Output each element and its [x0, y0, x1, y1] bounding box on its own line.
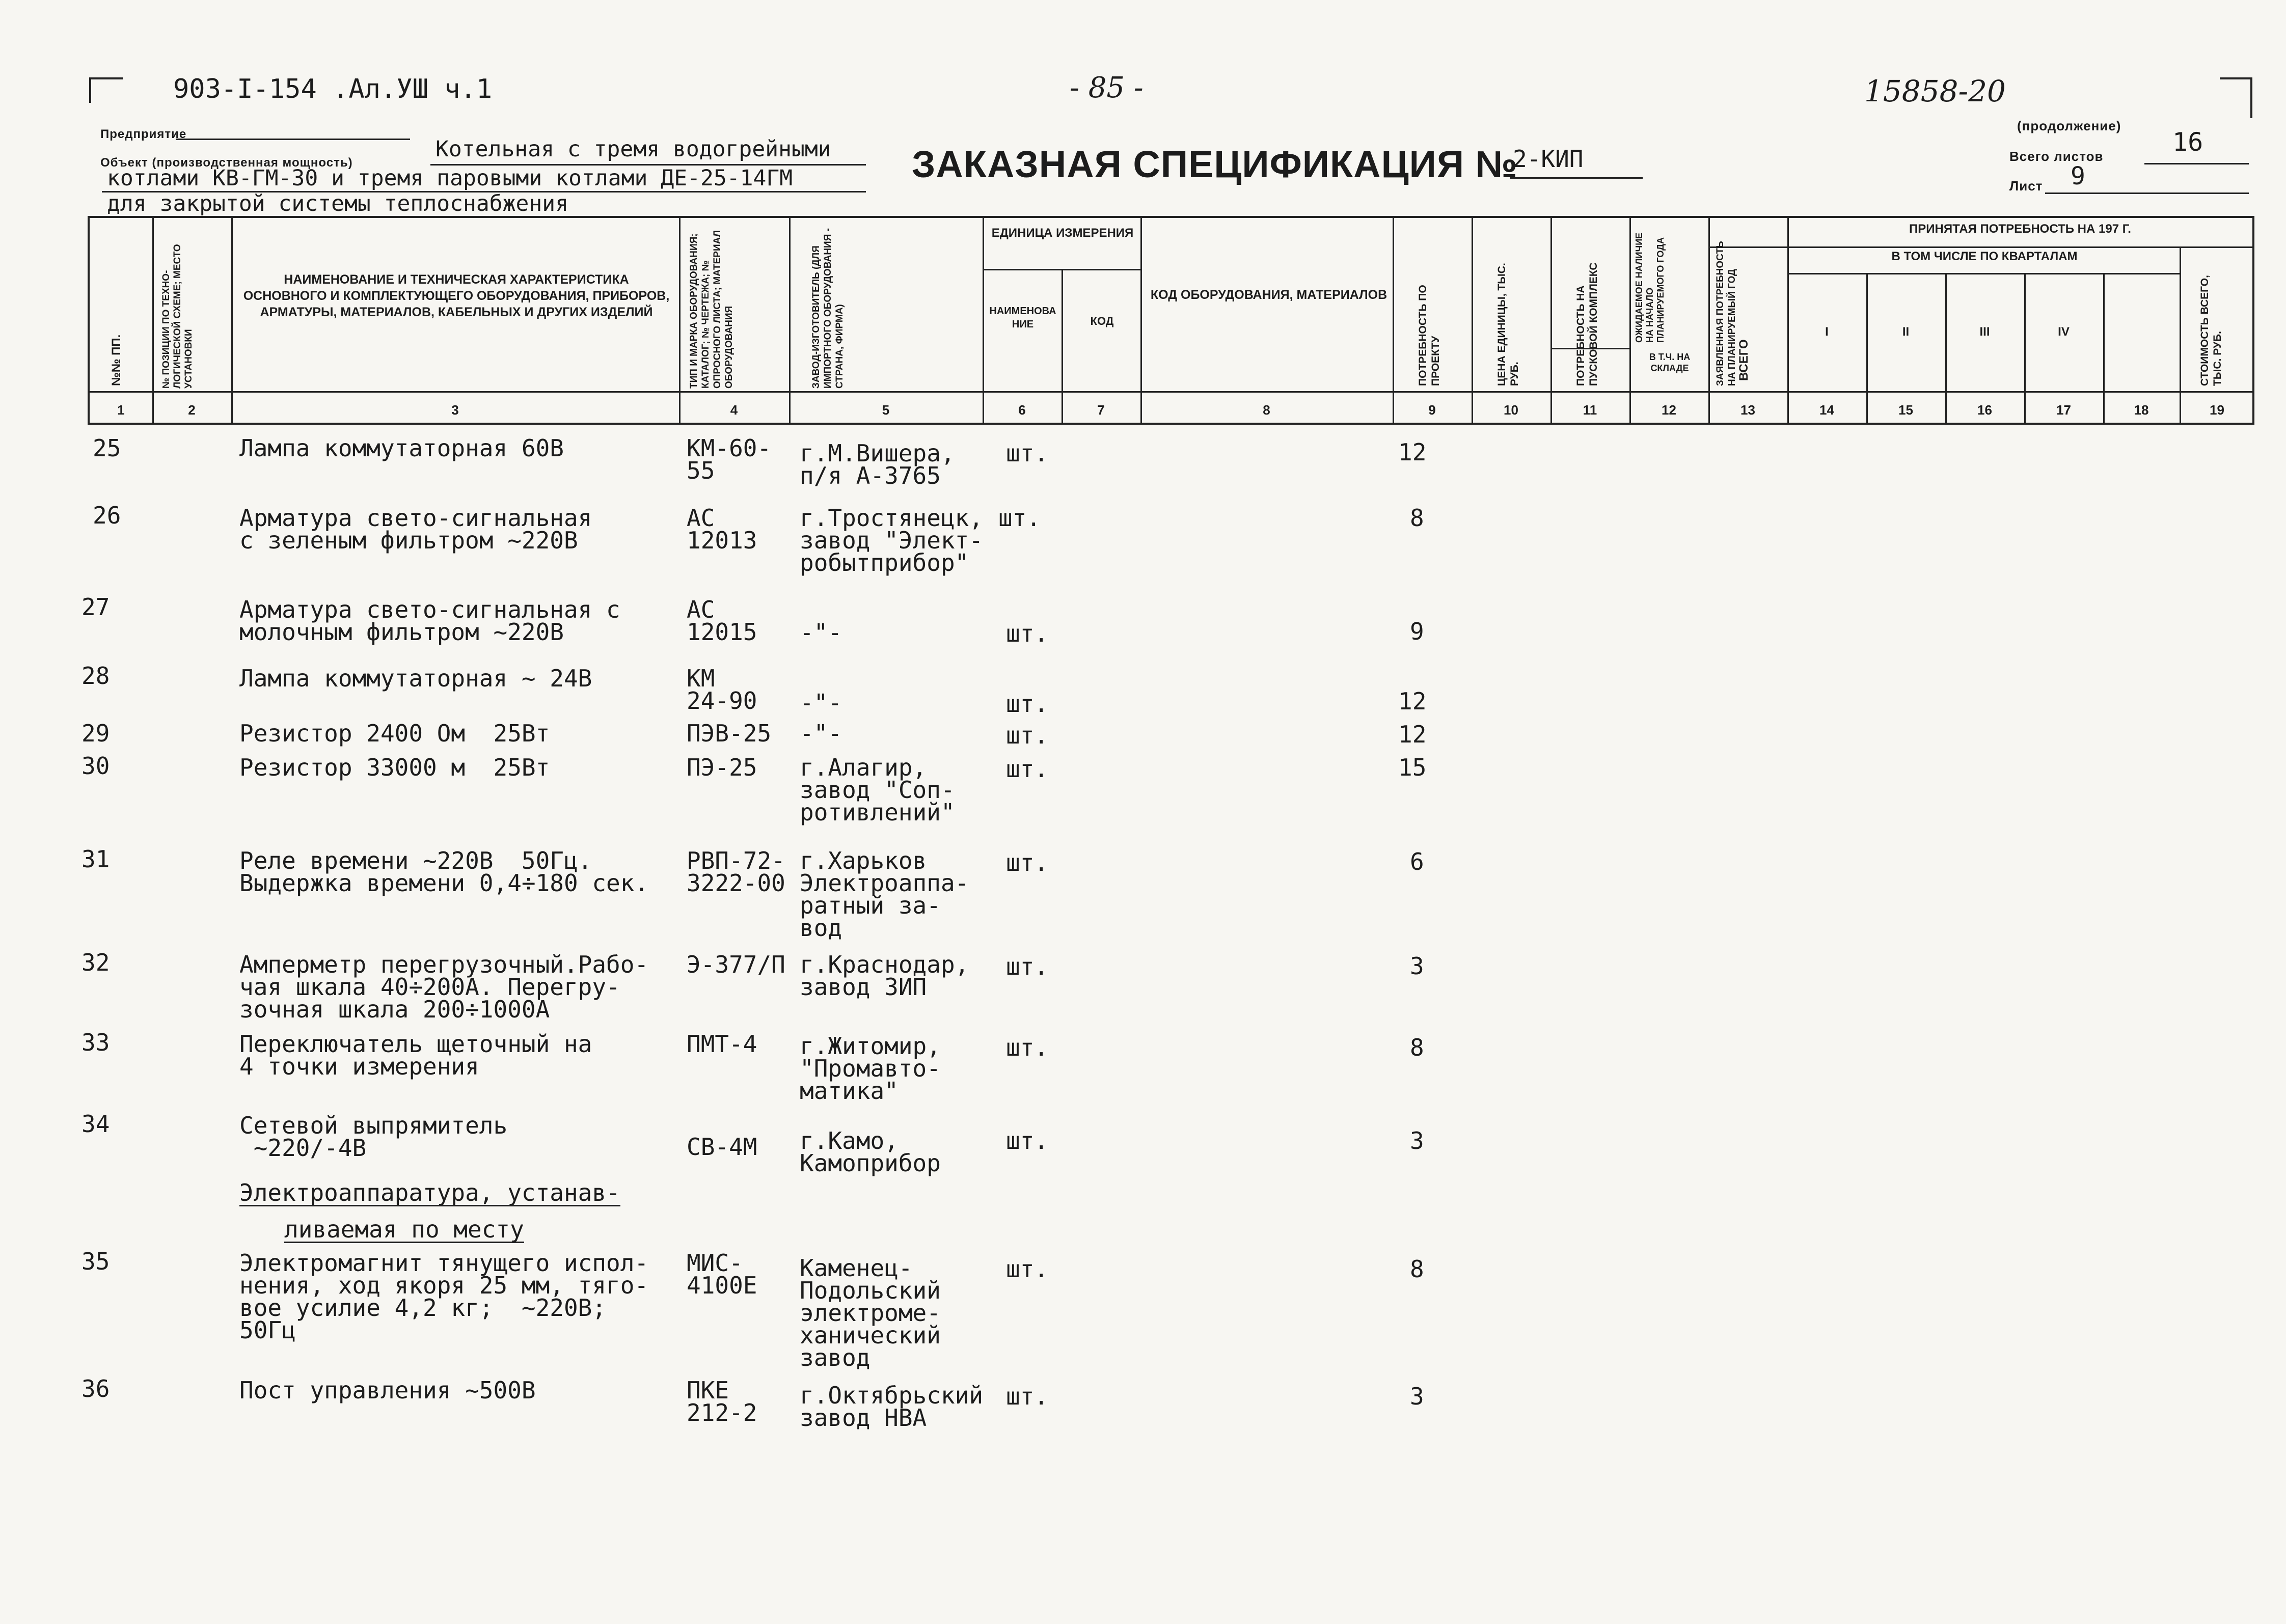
- row-33-unit: шт.: [1006, 1034, 1049, 1061]
- hdr-col9: ПОТРЕБНОСТЬ ПО ПРОЕКТУ: [1417, 285, 1441, 386]
- col-number: 16: [1977, 402, 1992, 418]
- row-27-name: Арматура свето-сигнальная с молочным фильтром ~220В: [239, 596, 620, 646]
- row-25-type: КМ-60- 55: [687, 434, 772, 484]
- row-30-unit: шт.: [1006, 755, 1049, 783]
- hdr-col3: НАИМЕНОВАНИЕ И ТЕХНИЧЕСКАЯ ХАРАКТЕРИСТИКА ОСНОВНОГО И КОМПЛЕКТУЮЩЕГО ОБОРУДОВАНИЯ, ПРИБОРОВ, АРМАТУРЫ, МАТЕРИАЛОВ, КАБЕЛЬНЫХ И ДРУГИХ ИЗДЕЛИЙ: [243, 272, 670, 319]
- row-29-unit: шт.: [1006, 722, 1049, 749]
- hdr-accepted-group: ПРИНЯТАЯ ПОТРЕБНОСТЬ НА 197 Г.: [1909, 222, 2131, 236]
- hdr-col7: КОД: [1090, 315, 1114, 327]
- hdr-col10: ЦЕНА ЕДИНИЦЫ, ТЫС. РУБ.: [1496, 263, 1520, 386]
- hdr-col16: II: [1902, 325, 1910, 339]
- spec-header-table: [88, 216, 2254, 425]
- hdr-col12: ОЖИДАЕМОЕ НАЛИЧИЕ НА НАЧАЛО ПЛАНИРУЕМОГО ГОДА: [1634, 232, 1666, 343]
- row-31-qty: 6: [1410, 848, 1424, 875]
- row-26-no: 26: [93, 502, 121, 529]
- hdr-col4: ТИП И МАРКА ОБОРУДОВАНИЯ; КАТАЛОГ; № ЧЕРТЕЖА; № ОПРОСНОГО ЛИСТА; МАТЕРИАЛ ОБОРУДОВАНИЯ: [689, 230, 734, 389]
- archive-number: 15858-20: [1864, 74, 2006, 108]
- row-33-maker: г.Житомир, "Промавто- матика": [800, 1032, 941, 1105]
- object-line-2: котлами КВ-ГМ-30 и тремя паровыми котлами ДЕ-25-14ГМ: [107, 166, 793, 191]
- grid-line: [152, 218, 154, 425]
- grid-line: [1550, 218, 1552, 425]
- section-heading-line1: Электроаппаратура, устанав-: [239, 1179, 620, 1206]
- row-28-unit: шт.: [1006, 690, 1049, 718]
- row-26-unit: шт.: [998, 504, 1041, 532]
- doc-code: 903-I-154 .Ал.УШ ч.1: [173, 74, 493, 104]
- grid-line: [1062, 269, 1063, 425]
- row-35-unit: шт.: [1006, 1255, 1049, 1283]
- row-30-qty: 15: [1398, 754, 1427, 781]
- continuation-label: (продолжение): [2017, 118, 2121, 133]
- row-31-maker: г.Харьков Электроаппа- ратный за- вод: [800, 847, 969, 942]
- row-29-type: ПЭВ-25: [687, 720, 772, 747]
- col-number: 14: [1819, 402, 1834, 418]
- hdr-col14: ВСЕГО: [1737, 339, 1751, 381]
- row-25-no: 25: [93, 434, 121, 462]
- spec-number: 2-КИП: [1513, 145, 1584, 173]
- row-26-name: Арматура свето-сигнальная с зеленым фильтром ~220В: [239, 504, 592, 554]
- sheet-label: Лист: [2009, 178, 2043, 194]
- sheet-value: 9: [2071, 162, 2085, 190]
- row-33-name: Переключатель щеточный на 4 точки измерения: [239, 1030, 592, 1080]
- col-number: 6: [1018, 402, 1026, 418]
- total-sheets-label: Всего листов: [2009, 149, 2104, 164]
- row-32-unit: шт.: [1006, 953, 1049, 980]
- row-28-qty: 12: [1398, 687, 1427, 715]
- row-35-no: 35: [81, 1248, 110, 1275]
- row-31-no: 31: [81, 845, 110, 873]
- total-sheets-underline: [2144, 163, 2249, 164]
- row-30-name: Резистор 33000 м 25Вт: [239, 754, 550, 781]
- row-25-name: Лампа коммутаторная 60В: [239, 434, 564, 462]
- row-31-name: Реле времени ~220В 50Гц. Выдержка времени 0,4÷180 сек.: [239, 847, 649, 897]
- row-35-name: Электромагнит тянущего испол- нения, ход якоря 25 мм, тяго- вое усилие 4,2 кг; ~220В; 50Гц: [239, 1249, 649, 1344]
- grid-line: [1472, 218, 1473, 425]
- row-31-unit: шт.: [1006, 849, 1049, 876]
- row-35-maker: Каменец- Подольский электроме- ханический завод: [800, 1254, 941, 1371]
- spec-title: ЗАКАЗНАЯ СПЕЦИФИКАЦИЯ №: [912, 143, 1518, 185]
- hdr-col6: НАИМЕНОВАНИЕ: [989, 306, 1056, 330]
- row-32-name: Амперметр перегрузочный.Рабо- чая шкала 40÷200А. Перегру- зочная шкала 200÷1000А: [239, 951, 649, 1023]
- grid-line: [1708, 246, 2253, 248]
- col-number: 10: [1504, 402, 1518, 418]
- row-32-no: 32: [81, 949, 110, 976]
- row-30-type: ПЭ-25: [687, 754, 757, 781]
- row-29-maker: -"-: [800, 720, 842, 747]
- grid-line: [231, 218, 233, 425]
- grid-line: [983, 269, 1140, 270]
- row-35-type: МИС- 4100Е: [687, 1249, 757, 1299]
- row-27-maker: -"-: [800, 619, 842, 646]
- row-35-qty: 8: [1410, 1255, 1424, 1283]
- grid-line: [1787, 218, 1789, 425]
- col-number: 1: [117, 402, 125, 418]
- object-line-1: Котельная с тремя водогрейными: [436, 136, 831, 162]
- row-25-maker: г.М.Вишера, п/я А-3765: [800, 439, 955, 489]
- section-heading-line2: ливаемая по месту: [284, 1216, 524, 1243]
- grid-line: [1140, 218, 1142, 425]
- row-29-no: 29: [81, 720, 110, 747]
- row-36-unit: шт.: [1006, 1383, 1049, 1410]
- row-33-no: 33: [81, 1029, 110, 1056]
- corner-mark-right: [2220, 77, 2252, 118]
- grid-line: [789, 218, 791, 425]
- row-27-qty: 9: [1410, 618, 1424, 645]
- row-28-name: Лампа коммутаторная ~ 24В: [239, 665, 592, 692]
- row-27-type: АС 12015: [687, 596, 757, 646]
- row-25-qty: 12: [1398, 438, 1427, 466]
- enterprise-underline: [176, 139, 410, 140]
- row-34-qty: 3: [1410, 1127, 1424, 1154]
- col-number: 8: [1263, 402, 1270, 418]
- row-30-no: 30: [81, 752, 110, 780]
- row-29-name: Резистор 2400 Ом 25Вт: [239, 720, 550, 747]
- row-28-maker: -"-: [800, 689, 842, 717]
- grid-line: [1787, 273, 2180, 274]
- col-number: 2: [188, 402, 196, 418]
- row-36-no: 36: [81, 1375, 110, 1402]
- row-34-no: 34: [81, 1110, 110, 1138]
- row-34-name: Сетевой выпрямитель ~220/-4В: [239, 1112, 508, 1162]
- row-27-no: 27: [81, 593, 110, 621]
- row-26-qty: 8: [1410, 504, 1424, 532]
- hdr-col19: СТОИМОСТЬ ВСЕГО, ТЫС. РУБ.: [2199, 275, 2223, 386]
- row-33-type: ПМТ-4: [687, 1030, 757, 1058]
- row-32-type: Э-377/П: [687, 951, 785, 978]
- row-32-maker: г.Краснодар, завод ЗИП: [800, 951, 969, 1001]
- corner-mark-left: [89, 77, 123, 103]
- row-36-type: ПКЕ 212-2: [687, 1377, 757, 1426]
- hdr-col5: ЗАВОД-ИЗГОТОВИТЕЛЬ (ДЛЯ ИМПОРТНОГО ОБОРУДОВАНИЯ - СТРАНА, ФИРМА): [811, 228, 845, 389]
- total-sheets-value: 16: [2172, 127, 2203, 157]
- col-number: 7: [1097, 402, 1105, 418]
- hdr-col18: IV: [2058, 325, 2070, 339]
- hdr-col13: ЗАЯВЛЕННАЯ ПОТРЕБНОСТЬ НА ПЛАНИРУЕМЫЙ ГОД: [1715, 241, 1737, 386]
- row-34-unit: шт.: [1006, 1127, 1049, 1154]
- row-27-unit: шт.: [1006, 620, 1049, 647]
- grid-line: [1629, 218, 1631, 425]
- col-number: 19: [2210, 402, 2224, 418]
- grid-line: [90, 391, 2254, 393]
- row-34-type: СВ-4М: [687, 1133, 757, 1161]
- spec-number-underline: [1510, 177, 1643, 179]
- row-26-type: АС 12013: [687, 504, 757, 554]
- hdr-unit-group: ЕДИНИЦА ИЗМЕРЕНИЯ: [991, 226, 1134, 240]
- col-number: 5: [882, 402, 890, 418]
- object-line-3: для закрытой системы теплоснабжения: [107, 191, 569, 215]
- enterprise-label: Предприятие: [100, 127, 187, 141]
- row-36-name: Пост управления ~500В: [239, 1377, 536, 1404]
- row-29-qty: 12: [1398, 721, 1427, 748]
- col-number: 13: [1740, 402, 1755, 418]
- col-number: 11: [1583, 402, 1597, 418]
- sheet-underline: [2045, 192, 2249, 194]
- col-number: 3: [451, 402, 459, 418]
- hdr-col11: ПОТРЕБНОСТЬ НА ПУСКОВОЙ КОМПЛЕКС: [1575, 262, 1599, 386]
- row-26-maker: г.Тростянецк, завод "Элект- робытприбор": [800, 504, 984, 576]
- col-number: 12: [1662, 402, 1676, 418]
- page-number: - 85 -: [1070, 71, 1144, 104]
- col-number: 17: [2056, 402, 2071, 418]
- row-31-type: РВП-72- 3222-00: [687, 847, 785, 897]
- row-28-type: КМ 24-90: [687, 665, 757, 714]
- row-33-qty: 8: [1410, 1034, 1424, 1061]
- row-30-maker: г.Алагир, завод "Соп- ротивлений": [800, 754, 955, 826]
- hdr-col8: КОД ОБОРУДОВАНИЯ, МАТЕРИАЛОВ: [1150, 288, 1387, 302]
- grid-line: [1708, 218, 1710, 425]
- hdr-col1: №№ ПП.: [110, 334, 123, 386]
- hdr-col2: № ПОЗИЦИИ ПО ТЕХНО-ЛОГИЧЕСКОЙ СХЕМЕ; МЕСТО УСТАНОВКИ: [161, 244, 194, 389]
- row-34-maker: г.Камо, Камоприбор: [800, 1127, 941, 1177]
- row-36-qty: 3: [1410, 1383, 1424, 1410]
- row-32-qty: 3: [1410, 952, 1424, 980]
- col-number: 9: [1428, 402, 1436, 418]
- hdr-col17: III: [1979, 325, 1990, 339]
- hdr-col12b: В Т.Ч. НА СКЛАДЕ: [1649, 352, 1691, 373]
- row-36-maker: г.Октябрьский завод НВА: [800, 1382, 984, 1432]
- row-25-unit: шт.: [1006, 439, 1049, 467]
- object-label: Объект (производственная мощность): [100, 156, 353, 170]
- col-number: 4: [730, 402, 738, 418]
- row-28-no: 28: [81, 662, 110, 690]
- col-number: 18: [2134, 402, 2149, 418]
- grid-line: [2180, 247, 2181, 425]
- grid-line: [1393, 218, 1394, 425]
- hdr-quarters-group: В ТОМ ЧИСЛЕ ПО КВАРТАЛАМ: [1891, 250, 2078, 263]
- col-number: 15: [1898, 402, 1913, 418]
- hdr-col15: I: [1825, 325, 1829, 339]
- grid-line: [983, 218, 984, 425]
- grid-line: [679, 218, 681, 425]
